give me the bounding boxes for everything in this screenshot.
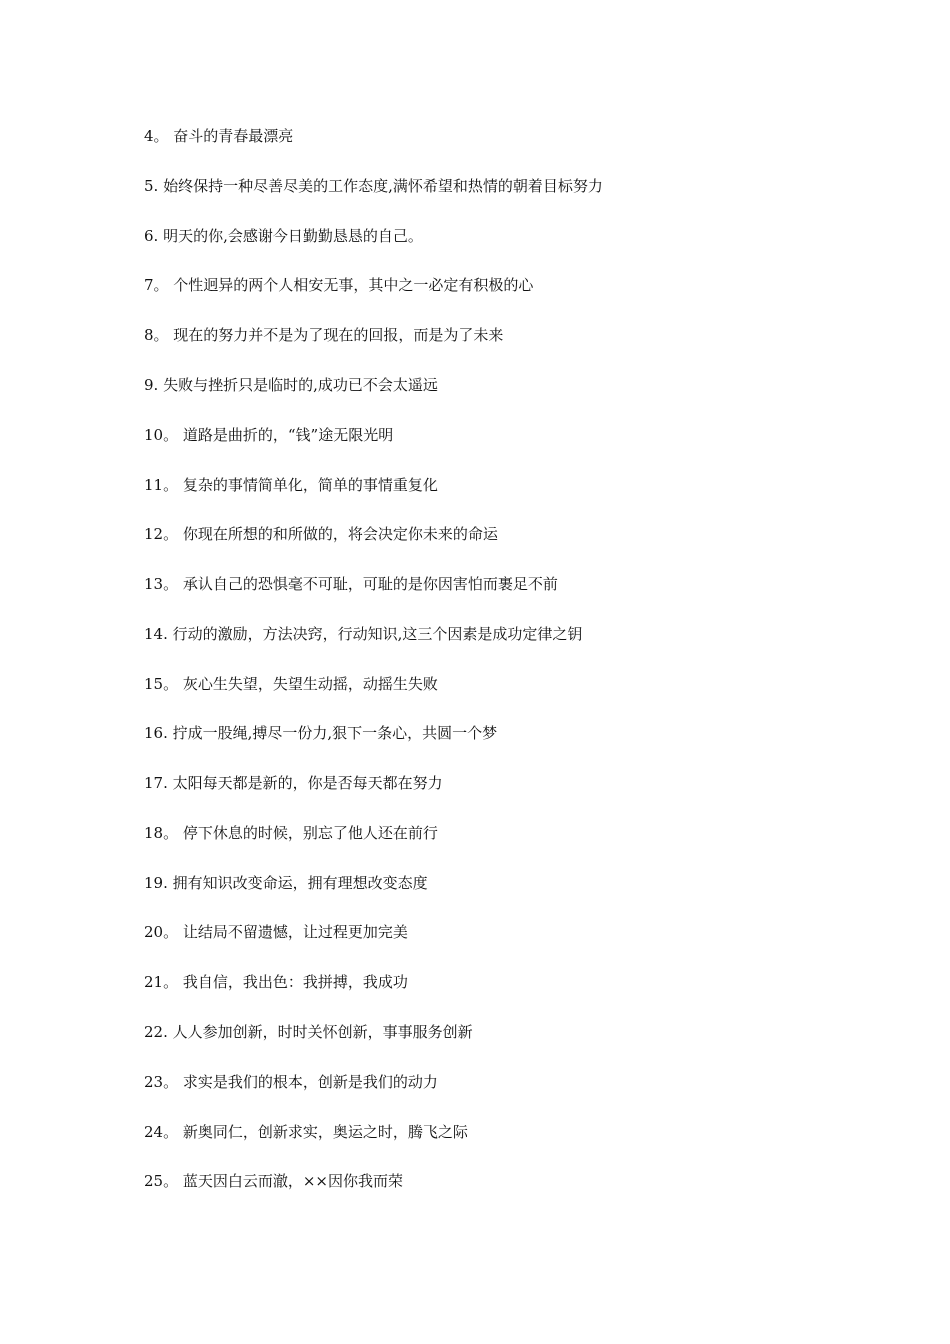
text-line: 25。 蓝天因白云而澈，××因你我而荣 xyxy=(144,1172,403,1190)
text-line: 13。 承认自己的恐惧毫不可耻，可耻的是你因害怕而裹足不前 xyxy=(144,575,558,593)
text-line: 17. 太阳每天都是新的，你是否每天都在努力 xyxy=(144,774,443,792)
text-line: 9. 失败与挫折只是临时的,成功已不会太遥远 xyxy=(144,376,438,394)
text-line: 19. 拥有知识改变命运，拥有理想改变态度 xyxy=(144,874,428,892)
text-line: 10。 道路是曲折的，“钱”途无限光明 xyxy=(144,426,394,444)
text-line: 23。 求实是我们的根本，创新是我们的动力 xyxy=(144,1073,438,1091)
text-line: 7。 个性迥异的两个人相安无事，其中之一必定有积极的心 xyxy=(144,276,534,294)
text-line: 20。 让结局不留遗憾，让过程更加完美 xyxy=(144,923,408,941)
text-line: 22. 人人参加创新，时时关怀创新，事事服务创新 xyxy=(144,1023,473,1041)
text-line: 16. 拧成一股绳,搏尽一份力,狠下一条心，共圆一个梦 xyxy=(144,724,498,742)
text-line: 11。 复杂的事情简单化，简单的事情重复化 xyxy=(144,476,438,494)
text-line: 12。 你现在所想的和所做的，将会决定你未来的命运 xyxy=(144,525,498,543)
text-line: 5. 始终保持一种尽善尽美的工作态度,满怀希望和热情的朝着目标努力 xyxy=(144,177,603,195)
text-line: 14. 行动的激励，方法决窍，行动知识,这三个因素是成功定律之钥 xyxy=(144,625,583,643)
text-line: 4。 奋斗的青春最漂亮 xyxy=(144,127,294,145)
text-line: 18。 停下休息的时候，别忘了他人还在前行 xyxy=(144,824,438,842)
text-line: 8。 现在的努力并不是为了现在的回报，而是为了未来 xyxy=(144,326,504,344)
text-line: 6. 明天的你,会感谢今日勤勤恳恳的自己。 xyxy=(144,227,423,245)
text-line: 24。 新奥同仁，创新求实，奥运之时，腾飞之际 xyxy=(144,1123,468,1141)
text-line: 21。 我自信，我出色：我拼搏，我成功 xyxy=(144,973,408,991)
text-line: 15。 灰心生失望，失望生动摇，动摇生失败 xyxy=(144,675,438,693)
